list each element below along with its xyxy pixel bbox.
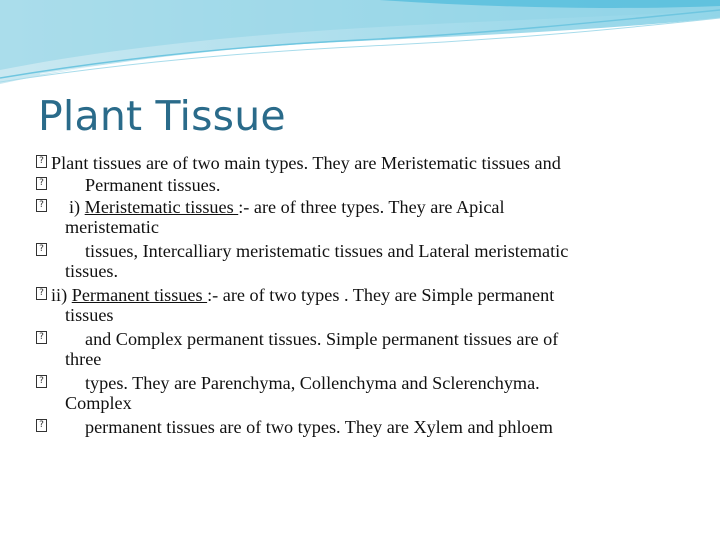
bullet-box-icon: ? bbox=[36, 199, 47, 212]
bullet-box-icon: ? bbox=[36, 419, 47, 432]
bullet-box-icon: ? bbox=[36, 287, 47, 300]
bullet-text bbox=[85, 328, 558, 350]
bullet-text bbox=[51, 152, 561, 174]
bullet-text bbox=[69, 196, 505, 218]
bullet-text bbox=[51, 284, 554, 306]
bullet-text-segment: tissues, Intercalliary meristematic tissues and Lateral meristematic bbox=[85, 241, 569, 261]
bullet-text-segment: Permanent tissues. bbox=[85, 175, 221, 195]
bullet-text-segment: types. They are Parenchyma, Collenchyma and Sclerenchyma. bbox=[85, 373, 540, 393]
header-wave-decoration bbox=[0, 0, 720, 90]
bullet-text-wrap: tissues. bbox=[65, 261, 119, 281]
bullet-text bbox=[85, 240, 568, 262]
slide-title: Plant Tissue bbox=[38, 92, 286, 140]
bullet-text bbox=[85, 372, 540, 394]
bullet-box-icon: ? bbox=[36, 177, 47, 190]
bullet-box-icon: ? bbox=[36, 375, 47, 388]
underlined-heading: Permanent tissues bbox=[71, 285, 208, 305]
bullet-text-segment: :- are of two types . They are Simple permanent bbox=[207, 285, 555, 305]
bullet-text-segment: ii) bbox=[51, 285, 72, 305]
bullet-text-wrap: meristematic bbox=[65, 217, 159, 237]
bullet-text-wrap: three bbox=[65, 349, 102, 369]
bullet-text-segment: :- are of three types. They are Apical bbox=[238, 197, 505, 217]
bullet-text-segment: i) bbox=[69, 197, 85, 217]
bullet-text-segment: and Complex permanent tissues. Simple permanent tissues are of bbox=[85, 329, 559, 349]
bullet-text-wrap: Complex bbox=[65, 393, 132, 413]
underlined-heading: Meristematic tissues bbox=[84, 197, 239, 217]
bullet-text-wrap: tissues bbox=[65, 305, 114, 325]
bullet-text-segment: Plant tissues are of two main types. They are Meristematic tissues and bbox=[51, 153, 561, 173]
bullet-box-icon: ? bbox=[36, 331, 47, 344]
bullet-text-segment: permanent tissues are of two types. They are Xylem and phloem bbox=[85, 417, 553, 437]
bullet-text bbox=[85, 174, 220, 196]
bullet-box-icon: ? bbox=[36, 155, 47, 168]
bullet-text bbox=[85, 416, 553, 438]
bullet-box-icon: ? bbox=[36, 243, 47, 256]
